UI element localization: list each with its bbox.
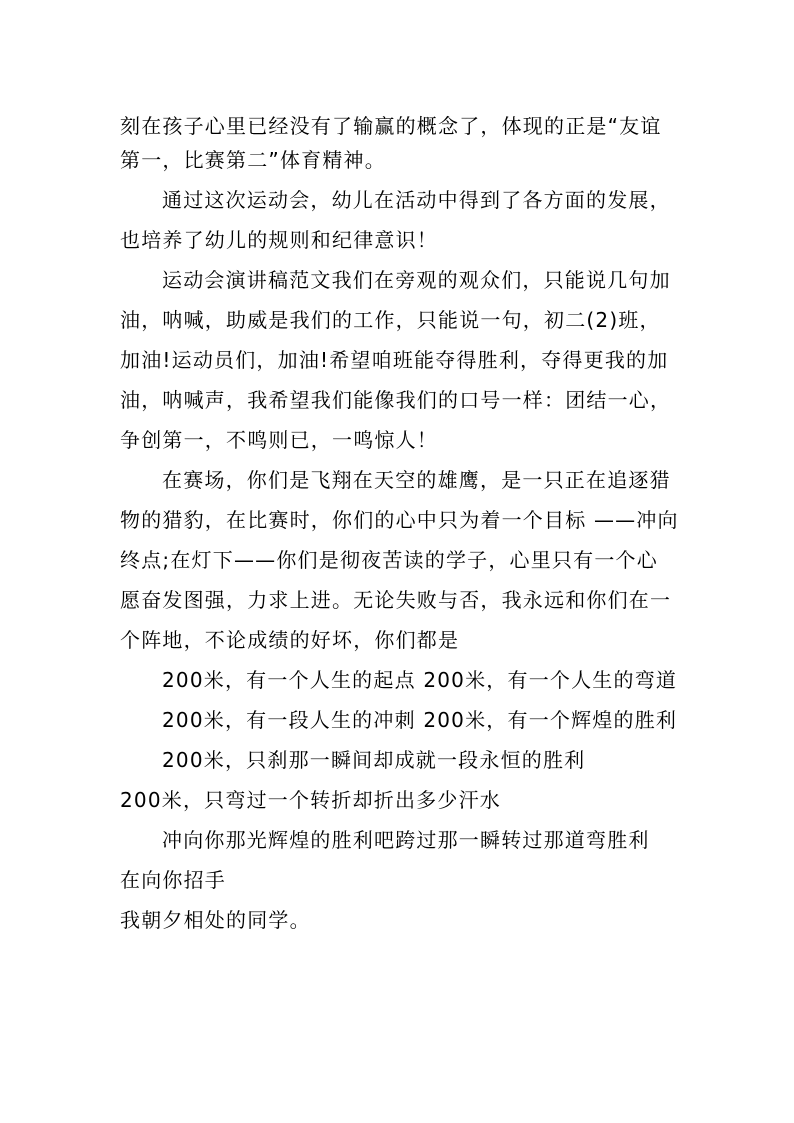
text-line: 200米，有一段人生的冲刺 200米，有一个辉煌的胜利 [162,708,678,732]
text-line: 刻在孩子心里已经没有了输赢的概念了，体现的正是“友谊 [120,114,662,138]
text-line: 200米，有一个人生的起点 200米，有一个人生的弯道 [162,668,678,692]
text-line: 200米，只弯过一个转折却折出多少汗水 [120,788,501,812]
text-line: 通过这次运动会，幼儿在活动中得到了各方面的发展， [162,188,671,212]
text-line: 冲向你那光辉煌的胜利吧跨过那一瞬转过那道弯胜利 [162,828,650,852]
text-line: 运动会演讲稿范文我们在旁观的观众们，只能说几句加 [162,268,671,292]
text-line: 油，呐喊，助威是我们的工作，只能说一句，初二(2)班， [120,308,661,332]
text-line: 个阵地，不论成绩的好坏，你们都是 [120,628,460,652]
text-line: 加油!运动员们，加油!希望咱班能夺得胜利，夺得更我的加 [120,348,669,372]
text-line: 我朝夕相处的同学。 [120,908,311,932]
text-line: 终点;在灯下——你们是彻夜苦读的学子，心里只有一个心 [120,548,658,572]
text-line: 第一，比赛第二”体育精神。 [120,148,386,172]
text-line: 也培养了幼儿的规则和纪律意识！ [120,228,438,252]
text-line: 在向你招手 [120,868,226,892]
text-line: 愿奋发图强，力求上进。无论失败与否，我永远和你们在一 [120,588,672,612]
text-line: 200米，只刹那一瞬间却成就一段永恒的胜利 [162,748,586,772]
text-line: 油，呐喊声，我希望我们能像我们的口号一样：团结一心， [120,388,672,412]
text-line: 物的猎豹，在比赛时，你们的心中只为着一个目标 ——冲向 [120,508,679,532]
text-line: 争创第一，不鸣则已，一鸣惊人！ [120,428,438,452]
text-line: 在赛场，你们是飞翔在天空的雄鹰，是一只正在追逐猎 [162,468,671,492]
